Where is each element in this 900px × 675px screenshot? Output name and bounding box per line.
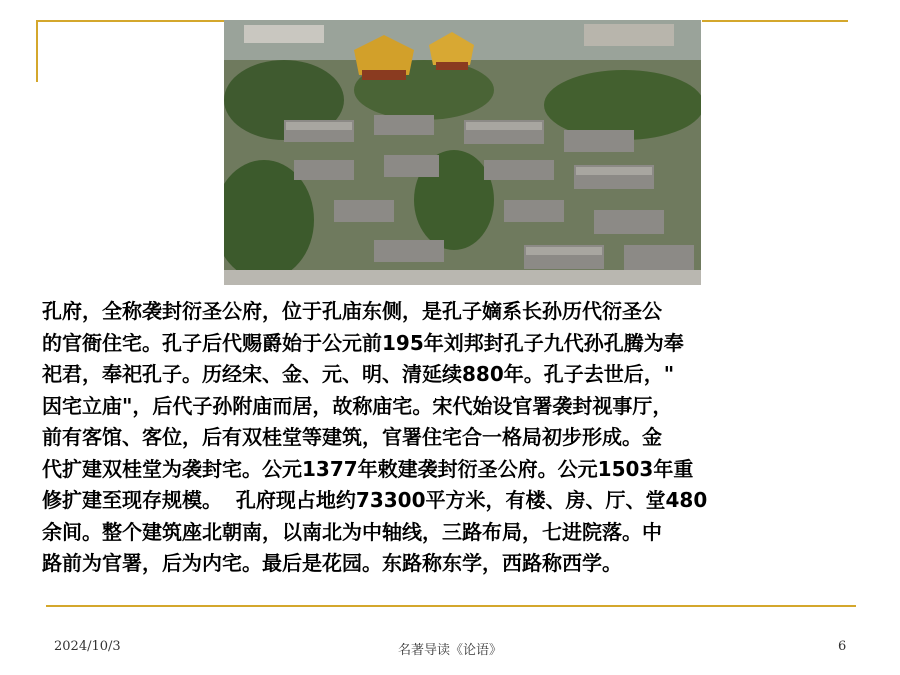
description-paragraph: [42, 296, 852, 580]
paragraph-line: 孔府，全称袭封衍圣公府，位于孔庙东侧，是孔子嫡系长孙历代衍圣公: [42, 299, 662, 323]
decorative-vertical-rule: [36, 20, 38, 82]
paragraph-line: 余间。整个建筑座北朝南，以南北为中轴线，三路布局，七进院落。中: [42, 519, 662, 544]
page-number: 6: [838, 639, 847, 654]
decorative-top-rule-left: [36, 20, 224, 22]
paragraph-line: 前有客馆、客位，后有双桂堂等建筑，官署住宅合一格局初步形成。金: [42, 425, 662, 449]
paragraph-line: 因宅立庙"，后代子孙附庙而居，故称庙宅。宋代始设官署袭封视事厅，: [42, 393, 673, 418]
decorative-top-rule-right: [702, 20, 848, 22]
footer-title: 名著导读《论语》: [397, 643, 502, 658]
paragraph-line: 路前为官署，后为内宅。最后是花园。东路称东学，西路称西学。: [42, 551, 622, 575]
paragraph-line: 代扩建双桂堂为袭封宅。公元1377年敕建袭封衍圣公府。公元1503年重: [42, 456, 694, 481]
aerial-photo-illustration: [224, 20, 701, 285]
footer-date: 2024/10/3: [54, 639, 121, 654]
paragraph-line: 的官衙住宅。孔子后代赐爵始于公元前195年刘邦封孔子九代孙孔腾为奉: [42, 330, 684, 355]
aerial-photo: [224, 20, 701, 285]
paragraph-line: 修扩建至现存规模。 孔府现占地约73300平方米，有楼、房、厅、堂480: [42, 488, 708, 512]
paragraph-line: 祀君，奉祀孔子。历经宋、金、元、明、清延续880年。孔子去世后，": [42, 362, 675, 386]
footer-rule: [46, 605, 856, 607]
